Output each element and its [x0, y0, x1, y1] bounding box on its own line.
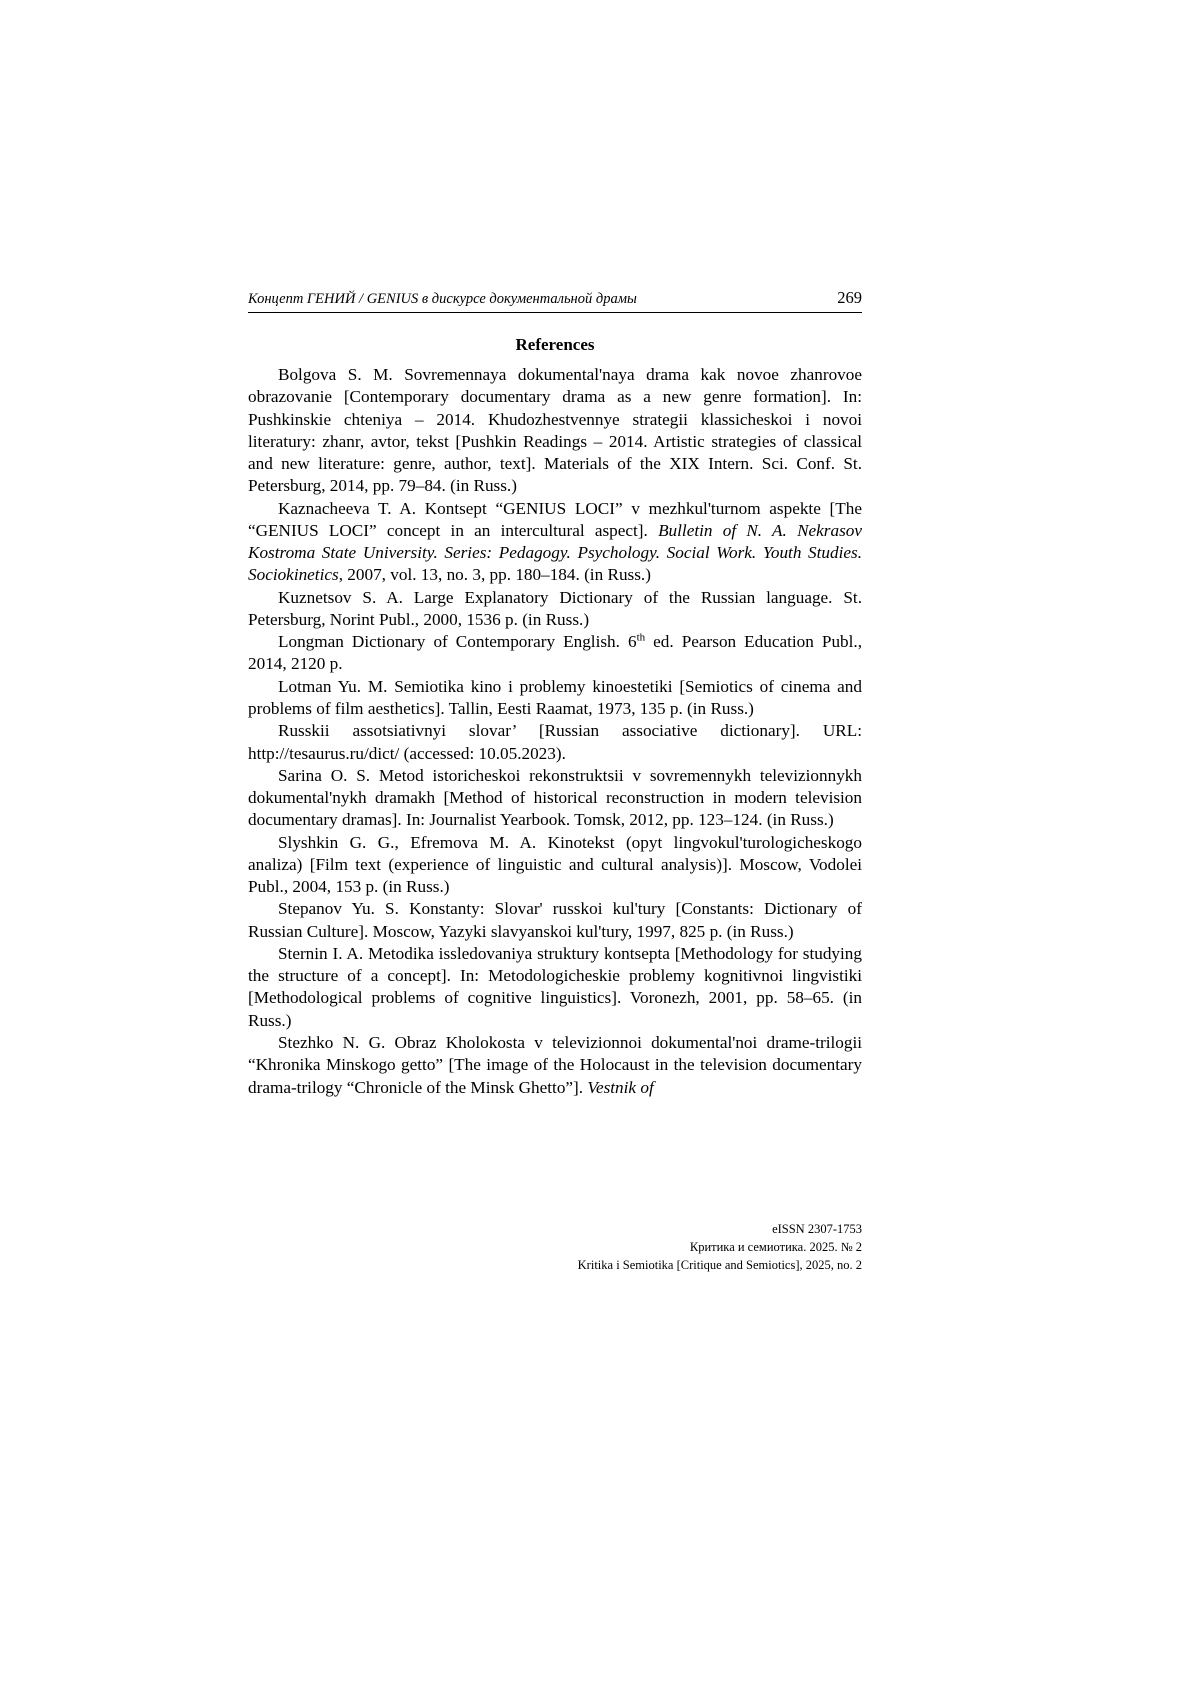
reference-text: Bolgova S. M. Sovremennaya dokumental'naya drama kak novoe zhanrovoe obrazovanie [Contemporary documentary drama as a new genre formation]. In: Pushkinskie chteniya – 2014. Khudozhestvennye strategii klassicheskoi i novoi literatury: zhanr, avtor, tekst [Pushkin Readings – 2014. Artistic strategies of classical and new literature: genre, author, text]. Materials of the XIX Intern. Sci. Conf. St. Petersburg, 2014, pp. 79–84. (in Russ.) — [248, 365, 862, 496]
reference-text: Longman Dictionary of Contemporary English. 6 — [278, 632, 637, 652]
reference-text: ed. Pearson Education Publ., 2014, 2120 p. — [248, 632, 862, 674]
running-head — [248, 288, 862, 313]
reference-entry — [248, 631, 862, 676]
reference-text: , 2007, vol. 13, no. 3, pp. 180–184. (in Russ.) — [338, 565, 651, 585]
page-footer — [248, 1220, 862, 1274]
reference-text: Kuznetsov S. A. Large Explanatory Dictionary of the Russian language. St. Petersburg, Norint Publ., 2000, 1536 p. (in Russ.) — [248, 587, 862, 629]
footer-journal-en: Kritika i Semiotika [Critique and Semiotics], 2025, no. 2 — [577, 1258, 862, 1273]
reference-text: Stezhko N. G. Obraz Kholokosta v televizionnoi dokumental'noi drame-trilogii “Khronika Minskogo getto” [The image of the Holocaust in the television documentary drama-trilogy “Chronicle of the Minsk Ghetto”]. — [248, 1032, 862, 1097]
reference-text: Kaznacheeva T. A. Kontsept “GENIUS LOCI” v mezhkul'turnom aspekte [The “GENIUS LOCI” concept in an intercultural aspect]. — [248, 498, 862, 540]
reference-entry — [248, 898, 862, 943]
reference-source-title: Bulletin of N. A. Nekrasov Kostroma State University. Series: Pedagogy. Psychology. Social Work. Youth Studies. Sociokinetics — [248, 520, 862, 585]
reference-source-title: Vestnik of — [587, 1077, 654, 1097]
reference-entry — [248, 364, 862, 498]
page-number: 269 — [837, 288, 862, 307]
reference-entry — [248, 943, 862, 1032]
reference-entry — [248, 587, 862, 632]
reference-entry — [248, 1032, 862, 1099]
page-content — [248, 288, 862, 1099]
reference-text: Sternin I. A. Metodika issledovaniya struktury kontsepta [Methodology for studying the structure of a concept]. In: Metodologicheskie problemy kognitivnoi lingvistiki [Methodological problems of cognitive linguistics]. Voronezh, 2001, pp. 58–65. (in Russ.) — [248, 943, 862, 1030]
reference-entry — [248, 676, 862, 721]
footer-journal-ru: Критика и семиотика. 2025. № 2 — [689, 1240, 862, 1255]
reference-entry — [248, 765, 862, 832]
running-title: Концепт ГЕНИЙ / GENIUS в дискурсе документальной драмы — [248, 291, 637, 307]
section-heading-references: References — [515, 335, 595, 354]
footer-eissn: eISSN 2307-1753 — [772, 1222, 862, 1236]
reference-entry — [248, 832, 862, 899]
reference-superscript: th — [636, 631, 646, 644]
reference-text: Stepanov Yu. S. Konstanty: Slovar' russkoi kul'tury [Constants: Dictionary of Russian Culture]. Moscow, Yazyki slavyanskoi kul'tury, 1997, 825 p. (in Russ.) — [248, 899, 862, 941]
reference-text: Lotman Yu. M. Semiotika kino i problemy kinoestetiki [Semiotics of cinema and problems of film aesthetics]. Tallin, Eesti Raamat, 1973, 135 p. (in Russ.) — [248, 676, 862, 718]
reference-entry — [248, 720, 862, 765]
reference-text: Slyshkin G. G., Efremova M. A. Kinotekst (opyt lingvokul'turologicheskogo analiza) [Film text (experience of linguistic and cultural analysis)]. Moscow, Vodolei Publ., 2004, 153 p. (in Russ.) — [248, 832, 862, 897]
reference-text: Sarina O. S. Metod istoricheskoi rekonstruktsii v sovremennykh televizionnykh dokumental'nykh dramakh [Method of historical reconstruction in modern television documentary dramas]. In: Journalist Yearbook. Tomsk, 2012, pp. 123–124. (in Russ.) — [248, 765, 862, 830]
reference-entry — [248, 498, 862, 587]
references-list — [248, 364, 862, 1099]
reference-text: Russkii assotsiativnyi slovar’ [Russian associative dictionary]. URL: http://tesaurus.ru/dict/ (accessed: 10.05.2023). — [248, 721, 862, 763]
